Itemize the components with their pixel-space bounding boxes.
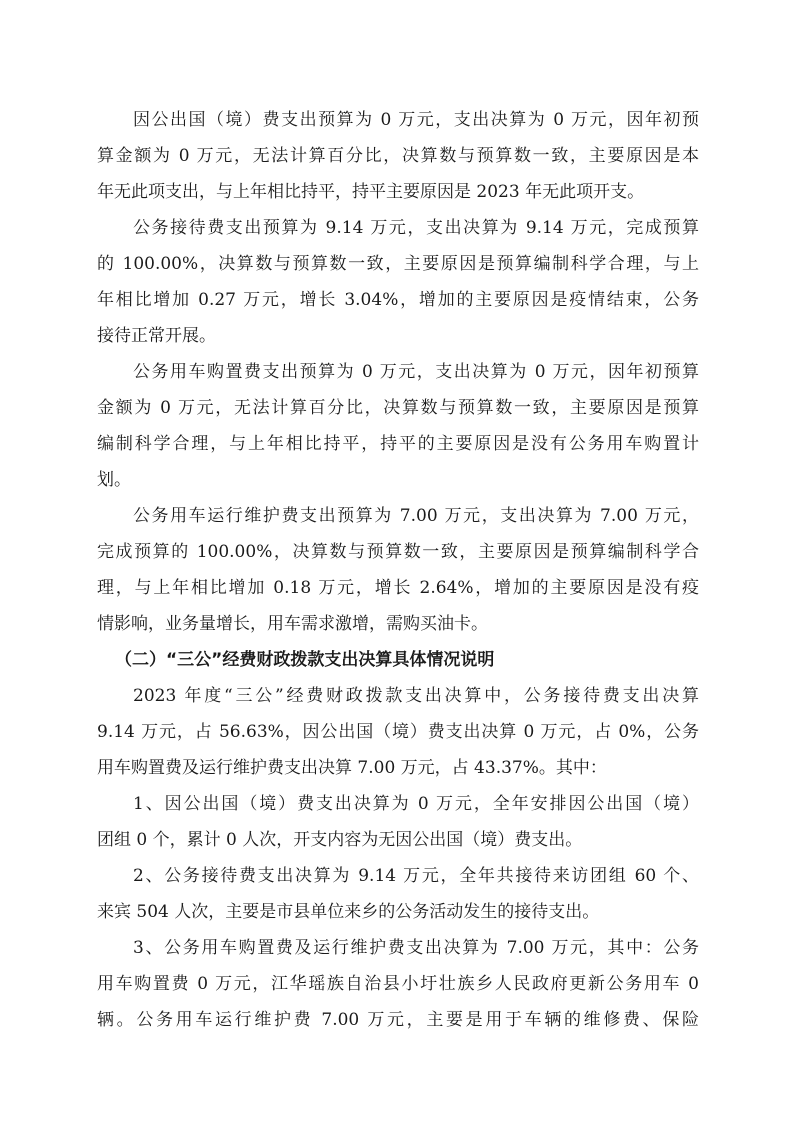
- text-line: 情影响，业务量增长，用车需求激增，需购买油卡。: [97, 614, 488, 634]
- text-line: 用车购置费 0 万元，江华瑶族自治县小圩壮族乡人民政府更新公务用车 0: [97, 974, 699, 994]
- text-line: 团组 0 个，累计 0 人次，开支内容为无因公出国（境）费支出。: [97, 830, 583, 850]
- text-line: 公务用车购置费支出预算为 0 万元，支出决算为 0 万元，因年初预算: [133, 362, 699, 382]
- text-line: 公务用车运行维护费支出预算为 7.00 万元，支出决算为 7.00 万元，: [133, 506, 699, 526]
- text-line: 接待正常开展。: [97, 326, 216, 346]
- text-line: 来宾 504 人次，主要是市县单位来乡的公务活动发生的接待支出。: [97, 902, 600, 922]
- text-line: 年无此项支出，与上年相比持平，持平主要原因是 2023 年无此项开支。: [97, 182, 645, 202]
- text-line: 公务接待费支出预算为 9.14 万元，支出决算为 9.14 万元，完成预算: [133, 218, 699, 238]
- text-line: 年相比增加 0.27 万元，增长 3.04%，增加的主要原因是疫情结束，公务: [97, 290, 699, 310]
- text-line: 9.14 万元，占 56.63%，因公出国（境）费支出决算 0 万元，占 0%，公务: [97, 722, 699, 742]
- text-line: 的 100.00%，决算数与预算数一致，主要原因是预算编制科学合理，与上: [97, 254, 699, 274]
- text-line: 辆。公务用车运行维护费 7.00 万元，主要是用于车辆的维修费、保险: [97, 1010, 699, 1030]
- text-line: 因公出国（境）费支出预算为 0 万元，支出决算为 0 万元，因年初预: [133, 110, 699, 130]
- text-line: 编制科学合理，与上年相比持平，持平的主要原因是没有公务用车购置计: [97, 434, 699, 454]
- text-line: 2023 年度“三公”经费财政拨款支出决算中，公务接待费支出决算: [133, 686, 699, 706]
- text-line: 1、因公出国（境）费支出决算为 0 万元，全年安排因公出国（境）: [133, 794, 699, 814]
- text-line: 用车购置费及运行维护费支出决算 7.00 万元，占 43.37%。其中：: [97, 758, 607, 778]
- text-line: 理，与上年相比增加 0.18 万元，增长 2.64%，增加的主要原因是没有疫: [97, 578, 699, 598]
- text-line: 金额为 0 万元，无法计算百分比，决算数与预算数一致，主要原因是预算: [97, 398, 699, 418]
- text-line: 2、公务接待费支出决算为 9.14 万元，全年共接待来访团组 60 个、: [133, 866, 699, 886]
- text-line: 3、公务用车购置费及运行维护费支出决算为 7.00 万元，其中：公务: [133, 938, 699, 958]
- text-line: 算金额为 0 万元，无法计算百分比，决算数与预算数一致，主要原因是本: [97, 146, 699, 166]
- text-line: 划。: [97, 470, 131, 490]
- section-heading: （二）“三公”经费财政拨款支出决算具体情况说明: [115, 650, 495, 670]
- text-line: 完成预算的 100.00%，决算数与预算数一致，主要原因是预算编制科学合: [97, 542, 699, 562]
